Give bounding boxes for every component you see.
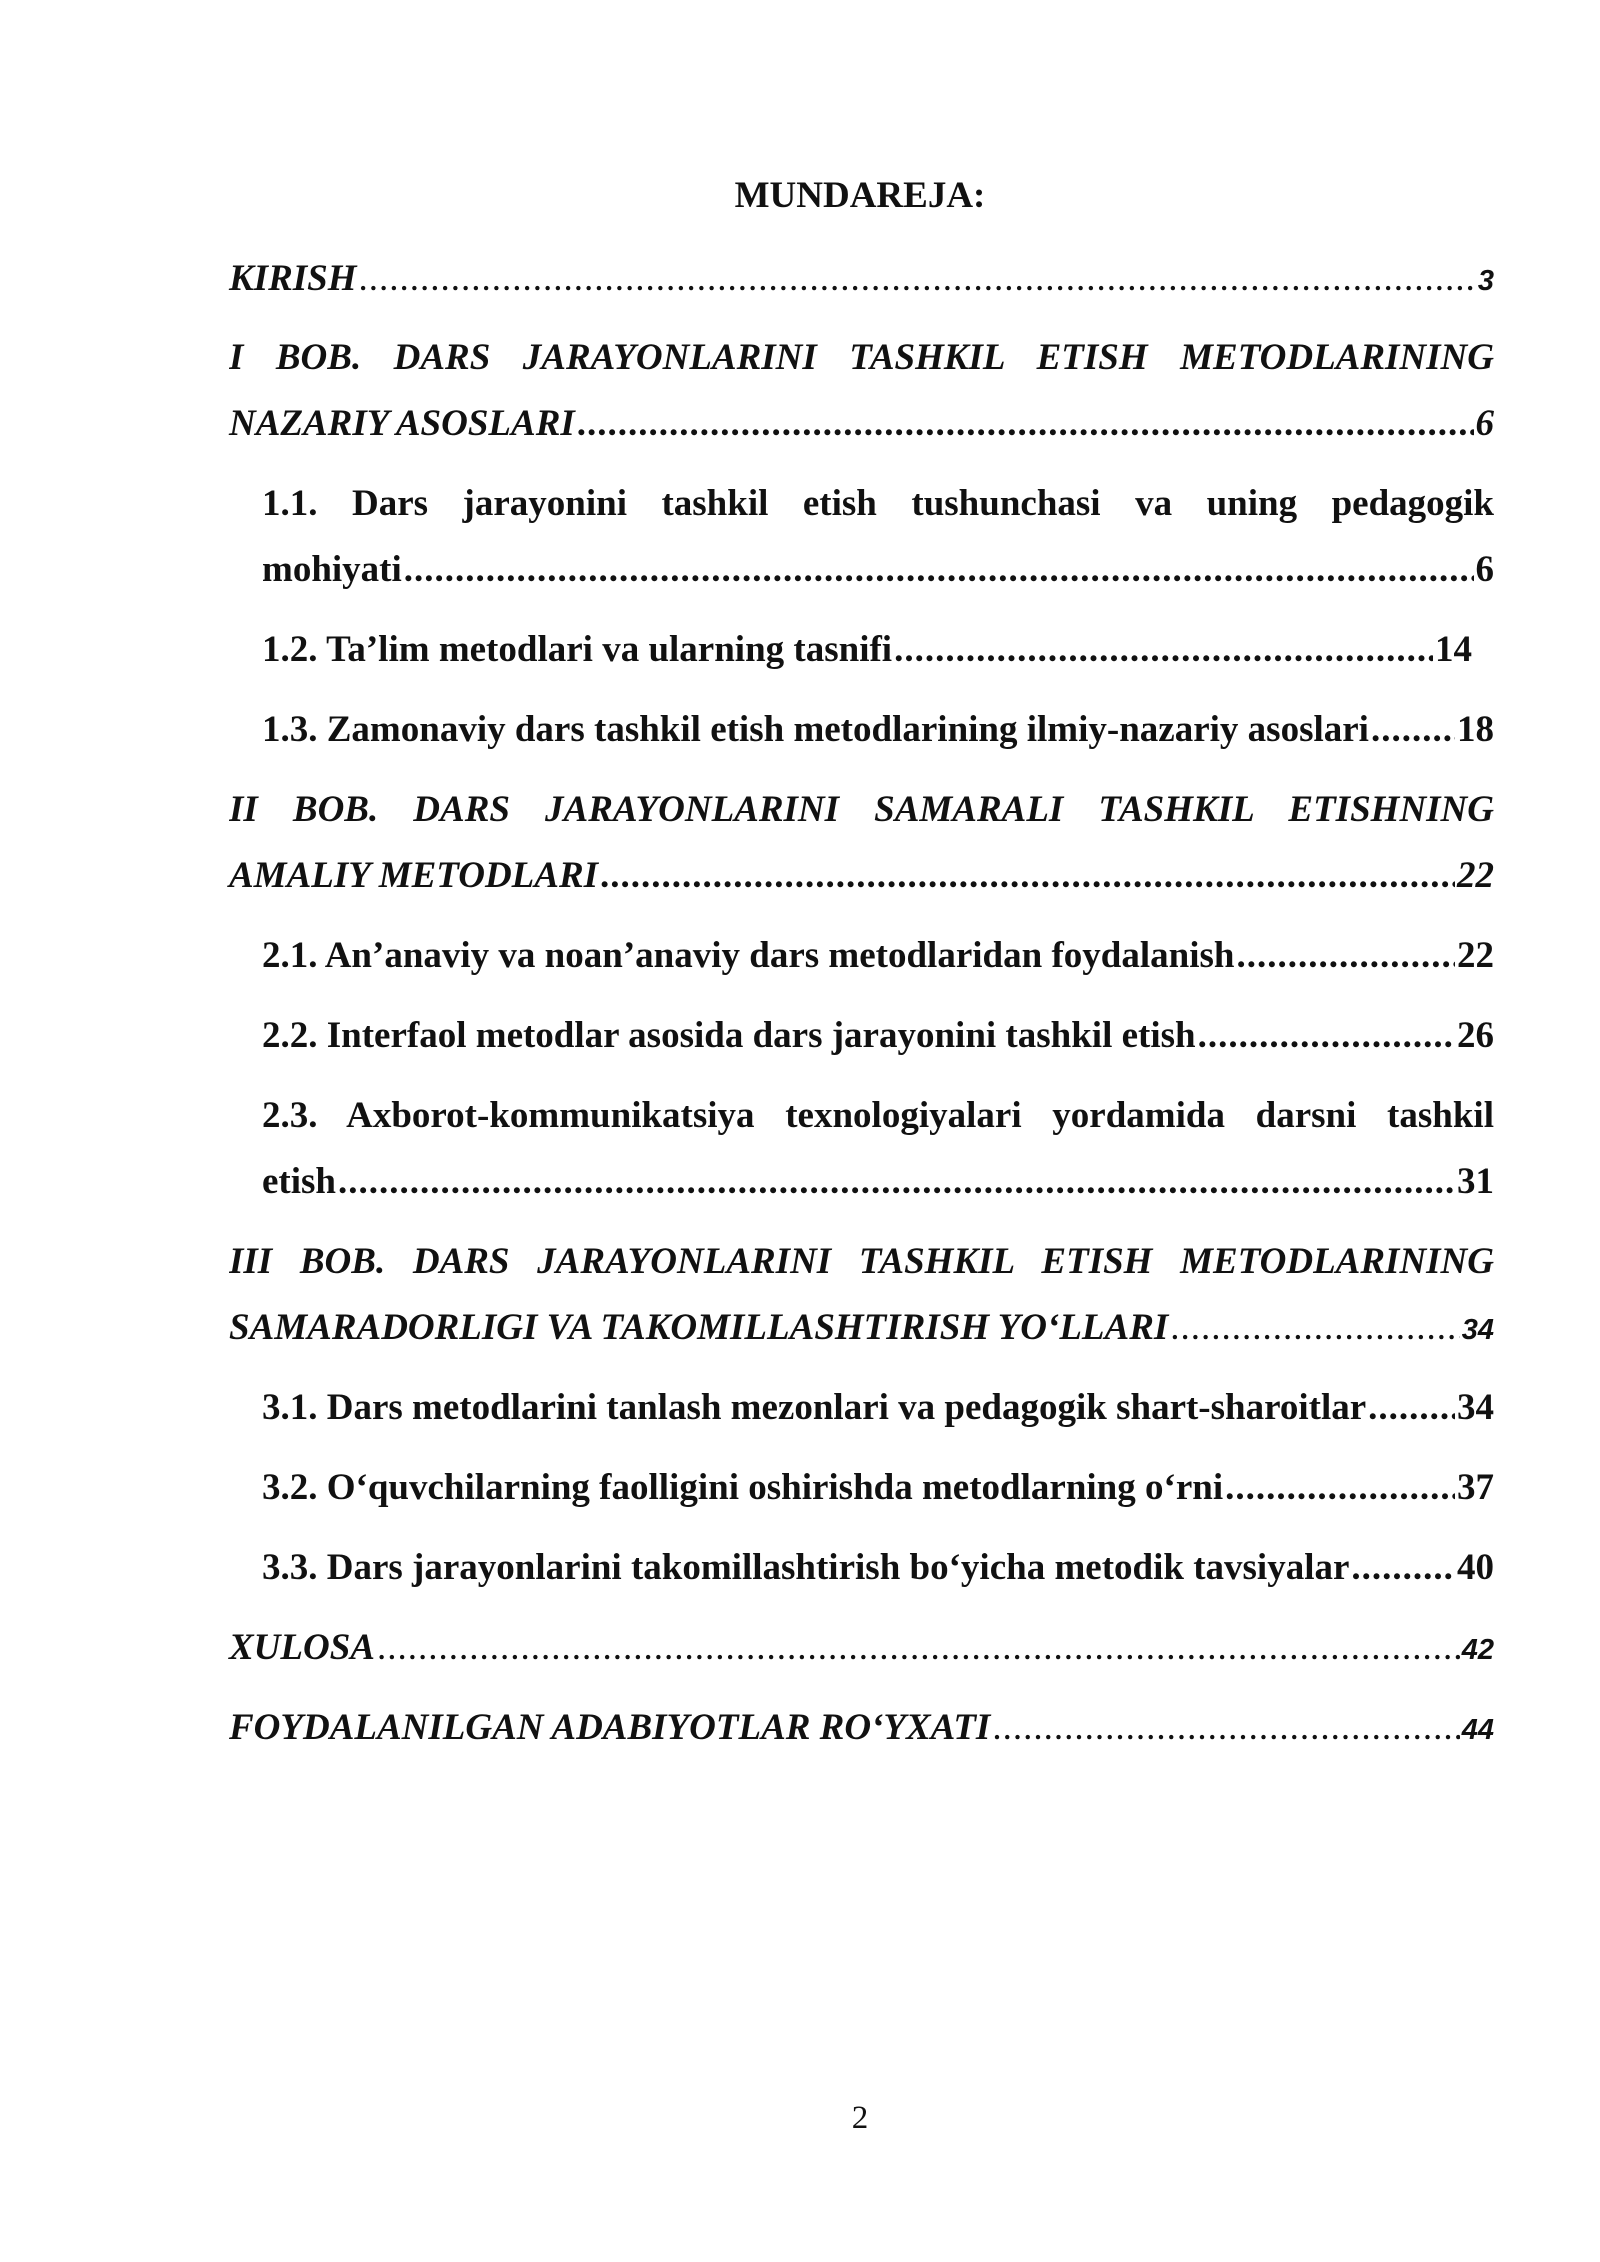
toc-entry-1-2[interactable]	[262, 626, 1472, 674]
dot-leader	[577, 400, 1474, 448]
dot-leader	[1371, 706, 1455, 754]
toc-entry-page: 44	[1461, 1714, 1494, 1746]
toc-entry-title: mohiyati	[262, 549, 402, 590]
toc-entry-chapter-1-line1[interactable]: I BOB. DARS JARAYONLARINI TASHKIL ETISH METODLARINING	[229, 337, 1494, 378]
toc-entry-title: NAZARIY ASOSLARI	[229, 403, 575, 444]
toc-entry-page: 6	[1475, 403, 1494, 444]
toc-entry-title: 2.1. An’anaviy va noan’anaviy dars metodlaridan foydalanish	[262, 935, 1235, 976]
toc-entry-2-3[interactable]	[262, 1158, 1494, 1206]
toc-entry-2-3-line1[interactable]: 2.3. Axborot-kommunikatsiya texnologiyalari yordamida darsni tashkil	[262, 1095, 1494, 1136]
toc-entry-xulosa[interactable]	[229, 1624, 1494, 1674]
toc-entry-3-1[interactable]	[262, 1384, 1494, 1432]
toc-entry-page: 14	[1435, 629, 1472, 670]
toc-entry-1-1-line1[interactable]: 1.1. Dars jarayonini tashkil etish tushunchasi va uning pedagogik	[262, 483, 1494, 524]
toc-entry-title: 3.2. O‘quvchilarning faolligini oshirishda metodlarning o‘rni	[262, 1467, 1224, 1508]
toc-entry-title: 1.2. Ta’lim metodlari va ularning tasnifi	[262, 629, 893, 670]
toc-entry-chapter-2[interactable]	[229, 852, 1494, 900]
dot-leader	[1236, 932, 1455, 980]
toc-entry-chapter-2-line1[interactable]: II BOB. DARS JARAYONLARINI SAMARALI TASHKIL ETISHNING	[229, 789, 1494, 830]
toc-entry-title: KIRISH	[229, 258, 357, 299]
toc-entry-1-3[interactable]	[262, 706, 1494, 754]
toc-entry-title: 2.2. Interfaol metodlar asosida dars jarayonini tashkil etish	[262, 1015, 1196, 1056]
toc-entry-page: 22	[1457, 935, 1494, 976]
dot-leader	[992, 1704, 1459, 1752]
toc-entry-title: SAMARADORLIGI VA TAKOMILLASHTIRISH YO‘LLARI	[229, 1307, 1169, 1348]
toc-entry-title: XULOSA	[229, 1627, 375, 1668]
page-number: 2	[851, 2100, 869, 2136]
toc-entry-page: 42	[1461, 1634, 1494, 1666]
dot-leader	[894, 626, 1433, 674]
toc-entry-chapter-3-line1[interactable]: III BOB. DARS JARAYONLARINI TASHKIL ETISH METODLARINING	[229, 1241, 1494, 1282]
toc-entry-page: 34	[1461, 1314, 1494, 1346]
toc-entry-title: FOYDALANILGAN ADABIYOTLAR RO‘YXATI	[229, 1707, 991, 1748]
toc-entry-2-2[interactable]	[262, 1012, 1494, 1060]
dot-leader	[1351, 1544, 1455, 1592]
toc-entry-bibliography[interactable]	[229, 1704, 1494, 1754]
toc-entry-chapter-3[interactable]	[229, 1304, 1494, 1354]
toc-title: MUNDAREJA:	[734, 175, 986, 216]
dot-leader	[1198, 1012, 1455, 1060]
toc-entry-title: etish	[262, 1161, 336, 1202]
dot-leader	[1225, 1464, 1455, 1512]
toc-entry-page: 37	[1457, 1467, 1494, 1508]
dot-leader	[338, 1158, 1455, 1206]
dot-leader	[600, 852, 1455, 900]
toc-entry-1-1[interactable]	[262, 546, 1494, 594]
toc-entry-page: 6	[1475, 549, 1494, 590]
dot-leader	[404, 546, 1474, 594]
toc-entry-page: 40	[1457, 1547, 1494, 1588]
toc-entry-title: 3.3. Dars jarayonlarini takomillashtirish bo‘yicha metodik tavsiyalar	[262, 1547, 1350, 1588]
dot-leader	[1368, 1384, 1455, 1432]
toc-entry-2-1[interactable]	[262, 932, 1494, 980]
toc-entry-title: AMALIY METODLARI	[229, 855, 599, 896]
toc-entry-3-3[interactable]	[262, 1544, 1494, 1592]
dot-leader	[1170, 1304, 1459, 1352]
toc-entry-page: 22	[1457, 855, 1494, 896]
toc-entry-page: 18	[1457, 709, 1494, 750]
toc-entry-title: 3.1. Dars metodlarini tanlash mezonlari va pedagogik shart-sharoitlar	[262, 1387, 1367, 1428]
toc-entry-chapter-1[interactable]	[229, 400, 1494, 448]
toc-entry-page: 34	[1457, 1387, 1494, 1428]
toc-entry-page: 26	[1457, 1015, 1494, 1056]
dot-leader	[377, 1624, 1460, 1672]
toc-entry-title: 1.3. Zamonaviy dars tashkil etish metodlarining ilmiy-nazariy asoslari	[262, 709, 1369, 750]
toc-entry-page: 3	[1477, 265, 1494, 297]
toc-entry-3-2[interactable]	[262, 1464, 1494, 1512]
toc-entry-page: 31	[1457, 1161, 1494, 1202]
toc-entry-kirish[interactable]	[229, 255, 1494, 305]
dot-leader	[359, 255, 1476, 303]
